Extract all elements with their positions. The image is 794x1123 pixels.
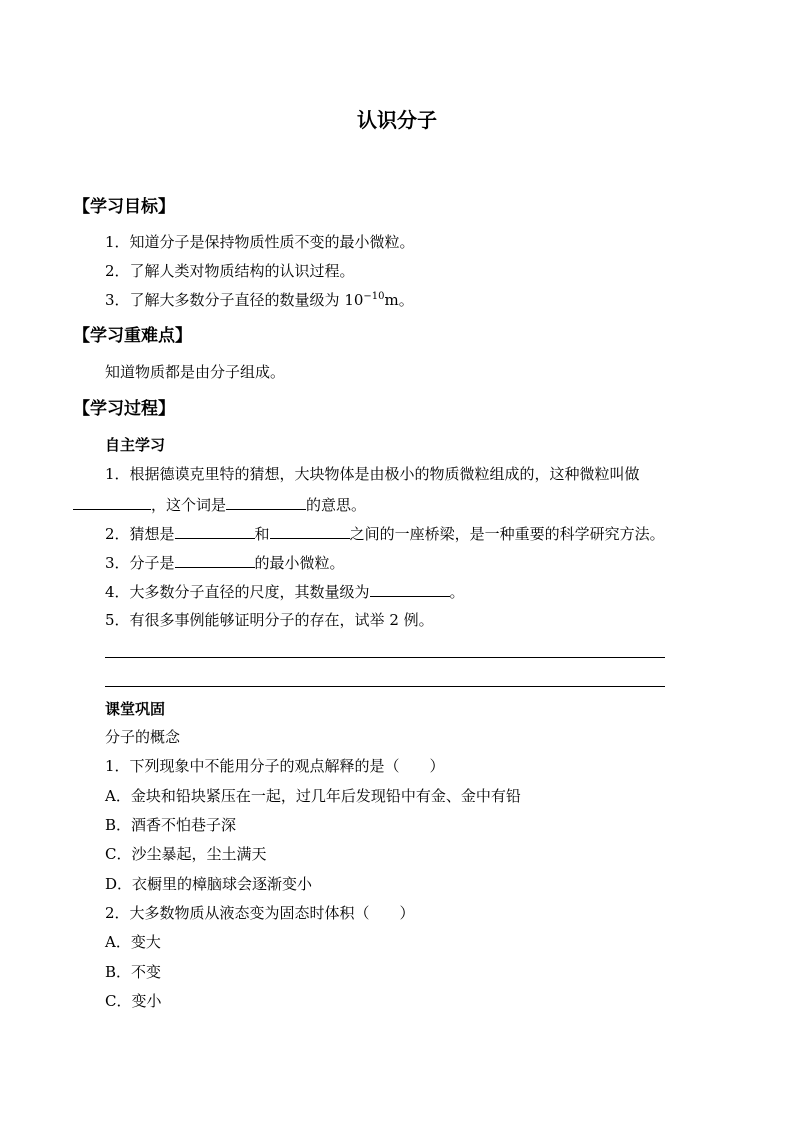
objective-item-2: 2．了解人类对物质结构的认识过程。	[105, 262, 355, 280]
answer-blank[interactable]	[270, 522, 350, 539]
section-heading-key-points: 【学习重难点】	[73, 326, 192, 346]
objective-item-1: 1．知道分子是保持物质性质不变的最小微粒。	[105, 233, 415, 251]
self-study-q3-start: 3．分子是	[105, 554, 175, 572]
question-1-option-d: D．衣橱里的樟脑球会逐渐变小	[105, 875, 313, 893]
page-title: 认识分子	[357, 108, 437, 132]
self-study-q5: 5．有很多事例能够证明分子的存在，试举 2 例。	[105, 611, 434, 629]
self-study-q1-line1: 1．根据德谟克里特的猜想，大块物体是由极小的物质微粒组成的，这种微粒叫做	[105, 465, 640, 483]
objective-item-3-suffix: m。	[384, 291, 414, 309]
objective-item-3-prefix: 3．了解大多数分子直径的数量级为 10	[105, 291, 364, 309]
question-2: 2．大多数物质从液态变为固态时体积（ ）	[105, 904, 415, 922]
answer-blank[interactable]	[73, 493, 151, 510]
answer-blank[interactable]	[175, 522, 255, 539]
objective-item-3	[105, 290, 414, 310]
self-study-q2-start: 2．猜想是	[105, 525, 175, 543]
answer-blank[interactable]	[175, 551, 255, 568]
consolidation-topic: 分子的概念	[105, 728, 181, 746]
self-study-q3	[105, 551, 345, 573]
self-study-q2-mid: 和	[254, 525, 270, 543]
objective-item-3-exponent: −10	[363, 291, 385, 302]
question-1-option-a: A．金块和铅块紧压在一起，过几年后发现铅中有金、金中有铅	[105, 787, 521, 805]
answer-line-1[interactable]	[105, 657, 665, 658]
self-study-q4-end: 。	[449, 583, 465, 601]
self-study-q3-end: 的最小微粒。	[254, 554, 345, 572]
section-heading-objectives: 【学习目标】	[73, 197, 175, 217]
self-study-q2	[105, 522, 665, 544]
answer-line-2[interactable]	[105, 686, 665, 687]
self-study-q1-mid: ，这个词是	[151, 496, 227, 514]
self-study-heading: 自主学习	[105, 436, 166, 454]
question-1: 1．下列现象中不能用分子的观点解释的是（ ）	[105, 757, 445, 775]
section-heading-process: 【学习过程】	[73, 399, 175, 419]
question-2-option-c: C．变小	[105, 992, 162, 1010]
answer-blank[interactable]	[370, 580, 450, 597]
self-study-q4-start: 4．大多数分子直径的尺度，其数量级为	[105, 583, 370, 601]
question-1-option-c: C．沙尘暴起，尘土满天	[105, 845, 267, 863]
answer-blank[interactable]	[226, 493, 306, 510]
key-points-text: 知道物质都是由分子组成。	[105, 363, 286, 381]
question-2-option-a: A．变大	[105, 933, 161, 951]
question-2-option-b: B．不变	[105, 963, 162, 981]
self-study-q1-line2	[73, 493, 366, 515]
self-study-q2-end: 之间的一座桥梁，是一种重要的科学研究方法。	[349, 525, 665, 543]
question-1-option-b: B．酒香不怕巷子深	[105, 816, 237, 834]
self-study-q1-end: 的意思。	[306, 496, 367, 514]
self-study-q4	[105, 580, 465, 602]
consolidation-heading: 课堂巩固	[105, 700, 166, 718]
